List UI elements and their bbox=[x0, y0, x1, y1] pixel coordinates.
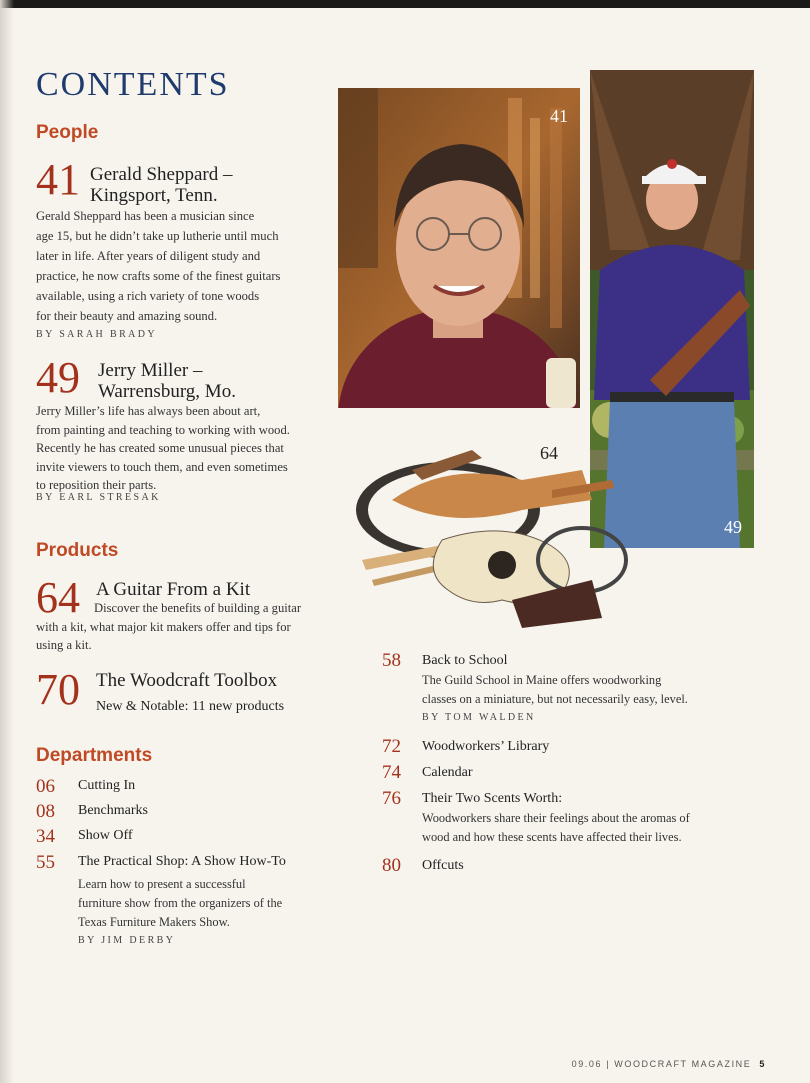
page-gutter-shadow bbox=[0, 0, 14, 1083]
department-title[interactable]: Cutting In bbox=[78, 778, 136, 793]
page-footer bbox=[572, 1059, 766, 1069]
section-heading-products: Products bbox=[36, 540, 119, 561]
photo-page-number: 49 bbox=[724, 517, 742, 537]
department-number[interactable]: 58 bbox=[382, 650, 401, 671]
department-number[interactable]: 08 bbox=[36, 801, 55, 822]
department-description: Woodworkers share their feelings about the aromas of wood and how these scents have affected their lives. bbox=[422, 811, 690, 844]
article-number[interactable]: 41 bbox=[36, 155, 80, 204]
article-number[interactable]: 64 bbox=[36, 573, 80, 622]
department-number[interactable]: 72 bbox=[382, 736, 401, 757]
article-description: Jerry Miller’s life has always been about art, from painting and teaching to working with wood. Recently he has created some unusual pieces that invite viewers to touch them, and even sometimes to reposition their parts. bbox=[36, 404, 290, 492]
section-heading-departments: Departments bbox=[36, 745, 153, 766]
gerald-portrait-image bbox=[338, 88, 580, 408]
footer-issue: 09.06 | WOODCRAFT MAGAZINE bbox=[571, 1059, 752, 1069]
photo-page-number: 41 bbox=[550, 106, 568, 126]
article-subtitle: New & Notable: 11 new products bbox=[96, 699, 285, 714]
page-top-edge bbox=[0, 0, 810, 8]
department-description: Learn how to present a successful furniture show from the organizers of the Texas Furniture Makers Show. bbox=[78, 877, 283, 929]
photo-guitar-kit[interactable] bbox=[352, 440, 642, 630]
photo-gerald-sheppard[interactable] bbox=[338, 88, 580, 408]
article-title[interactable]: Gerald Sheppard – Kingsport, Tenn. bbox=[90, 164, 233, 206]
guitar-kit-image bbox=[352, 440, 642, 630]
department-number[interactable]: 74 bbox=[382, 762, 401, 783]
article-title[interactable]: A Guitar From a Kit bbox=[96, 579, 251, 600]
department-title[interactable]: Show Off bbox=[78, 828, 133, 843]
department-title[interactable]: The Practical Shop: A Show How-To bbox=[78, 854, 286, 869]
article-title[interactable]: The Woodcraft Toolbox bbox=[96, 670, 278, 691]
footer-page-number: 5 bbox=[759, 1059, 766, 1069]
article-byline: BY EARL STRESAK bbox=[36, 492, 161, 503]
department-title[interactable]: Their Two Scents Worth: bbox=[422, 791, 563, 806]
department-number[interactable]: 55 bbox=[36, 852, 55, 873]
article-byline: BY SARAH BRADY bbox=[36, 329, 158, 340]
department-number[interactable]: 76 bbox=[382, 788, 401, 809]
photo-page-number: 64 bbox=[540, 443, 558, 463]
department-byline: BY JIM DERBY bbox=[78, 935, 176, 946]
department-title[interactable]: Benchmarks bbox=[78, 803, 148, 818]
article-description: Gerald Sheppard has been a musician since age 15, but he didn’t take up lutherie until much later in life. After years of diligent study and practice, he now crafts some of the finest guitars available, using a rich variety of tone woods for their beauty and amazing sound. bbox=[36, 209, 281, 323]
section-heading-people: People bbox=[36, 122, 99, 143]
department-title[interactable]: Woodworkers’ Library bbox=[422, 739, 550, 754]
department-number[interactable]: 34 bbox=[36, 826, 55, 847]
article-title[interactable]: Jerry Miller – Warrensburg, Mo. bbox=[98, 360, 236, 402]
department-description: The Guild School in Maine offers woodworking classes on a miniature, but not necessarily easy, level. bbox=[422, 673, 688, 706]
department-number[interactable]: 06 bbox=[36, 776, 55, 797]
page-title: CONTENTS bbox=[36, 66, 230, 103]
article-number[interactable]: 70 bbox=[36, 665, 80, 714]
department-byline: BY TOM WALDEN bbox=[422, 712, 536, 723]
department-title[interactable]: Offcuts bbox=[422, 858, 464, 873]
article-description: Discover the benefits of building a guitar with a kit, what major kit makers offer and tips for using a kit. bbox=[36, 601, 302, 652]
department-number[interactable]: 80 bbox=[382, 855, 401, 876]
department-title[interactable]: Back to School bbox=[422, 653, 508, 668]
article-number[interactable]: 49 bbox=[36, 353, 80, 402]
department-title[interactable]: Calendar bbox=[422, 765, 473, 780]
